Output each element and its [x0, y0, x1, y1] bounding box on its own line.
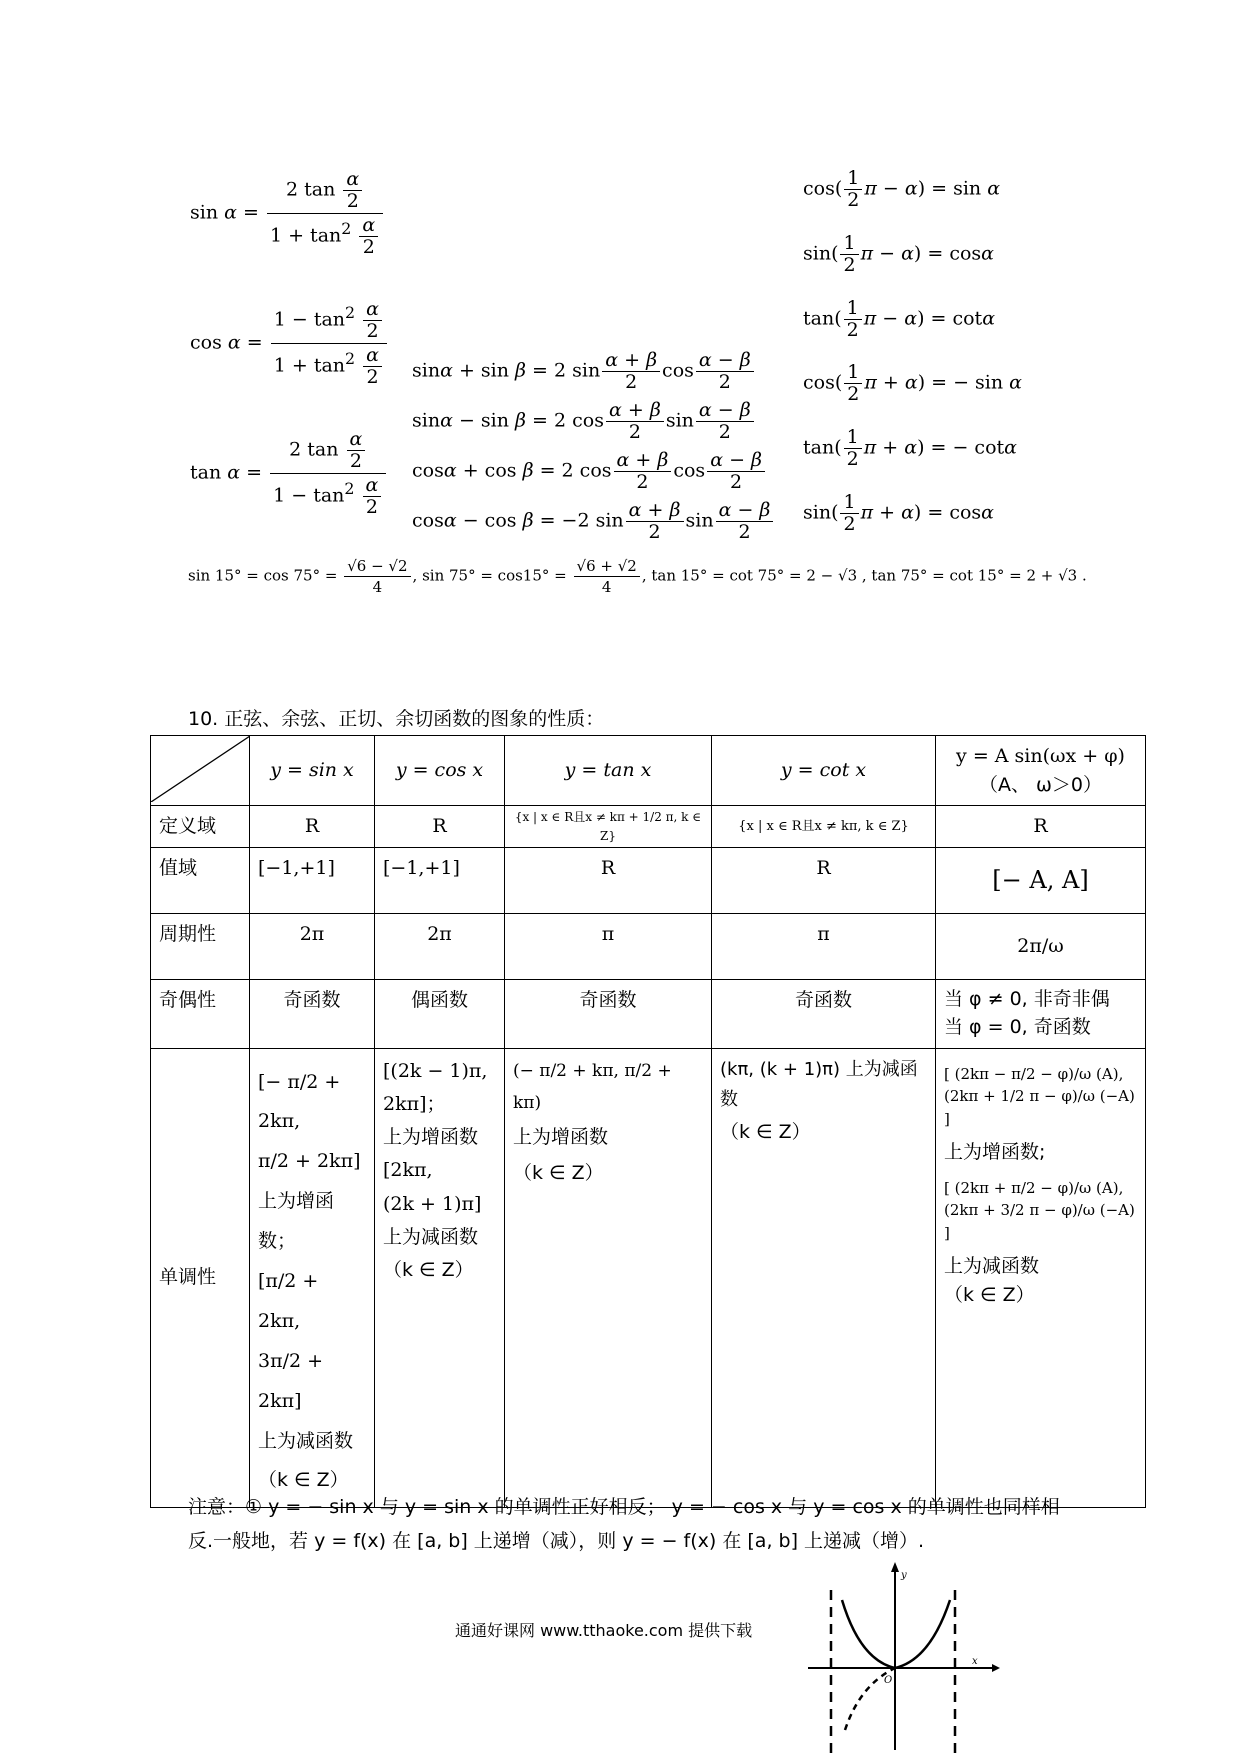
period-tan: π — [505, 914, 712, 980]
period-sin: 2π — [250, 914, 375, 980]
sum-to-product-3: cosα + cos β = 2 cos $\frac{\alpha + \beta}{2}$ cos $\frac{\alpha - \beta}{2}$ — [412, 450, 767, 493]
header-asin: y = A sin(ωx + φ) （A、 ω＞0） — [936, 736, 1146, 806]
period-cot: π — [712, 914, 936, 980]
y-axis-arrow — [891, 1562, 899, 1572]
header-cos: y = cos x — [375, 736, 505, 806]
induction-6: sin( $\frac{1}{2}$ π + α) = cosα — [803, 491, 995, 535]
parity-tan: 奇函数 — [505, 980, 712, 1048]
x-axis-arrow — [992, 1664, 1000, 1672]
y-label: y — [901, 1570, 907, 1581]
special-values: sin 15° = cos 75° = $\frac{√6 - √2}{4}$ , sin 75° = cos15° = $\frac{√6 + √2}{4}$ , tan 15° = cot 75° = 2 − √3 , tan 75° = cot 15° = 2 + √3 . — [188, 557, 1087, 596]
period-asin: 2π/ω — [936, 914, 1146, 980]
monotonic-asin: [ (2kπ − π/2 − φ)/ω (A), (2kπ + 1/2 π − φ)/ω (−A) ] 上为增函数; [ (2kπ + π/2 − φ)/ω (A), (2kπ + 3/2 π − φ)/ω (−A) ] 上为减函数 （k ∈ Z） — [936, 1048, 1146, 1508]
note-line-2: 反.一般地，若 y = f(x) 在 [a, b] 上递增（减），则 y = − f(x) 在 [a, b] 上递减（增）. — [188, 1530, 925, 1552]
parity-cos: 偶函数 — [375, 980, 505, 1048]
sum-to-product-1: sinα + sin β = 2 sin $\frac{\alpha + \beta}{2}$ cos $\frac{\alpha - \beta}{2}$ — [412, 350, 756, 393]
monotonic-sin: [− π/2 + 2kπ, π/2 + 2kπ] 上为增函数； [π/2 + 2kπ, 3π/2 + 2kπ] 上为减函数（k ∈ Z） — [250, 1048, 375, 1508]
section-title: 10. 正弦、余弦、正切、余切函数的图象的性质： — [188, 708, 605, 730]
parity-cot: 奇函数 — [712, 980, 936, 1048]
formula-tan-half-tan: tan α = 2 tan $\frac{\alpha}{2}$ $1 - \tan^2$ $\frac{\alpha}{2}$ — [190, 428, 388, 519]
tan-graph — [800, 1560, 1000, 1754]
formula-cos-half-tan: cos α = $1 - \tan^2$ $\frac{\alpha}{2}$ $1 + \tan^2$ $\frac{\alpha}{2}$ — [190, 298, 389, 389]
header-cot: y = cot x — [712, 736, 936, 806]
sum-to-product-2: sinα − sin β = 2 cos $\frac{\alpha + \beta}{2}$ sin $\frac{\alpha - \beta}{2}$ — [412, 400, 756, 443]
monotonic-cot: (kπ, (k + 1)π) 上为减函数 （k ∈ Z） — [712, 1048, 936, 1508]
monotonic-cos: [(2k − 1)π, 2kπ]； 上为增函数 [2kπ, (2k + 1)π] 上为减函数 （k ∈ Z） — [375, 1048, 505, 1508]
footer-text: 通通好课网 www.tthaoke.com 提供下载 — [455, 1621, 753, 1640]
induction-5: tan( $\frac{1}{2}$ π + α) = − cotα — [803, 426, 1017, 470]
header-sin: y = sin x — [250, 736, 375, 806]
induction-2: sin( $\frac{1}{2}$ π − α) = cosα — [803, 232, 995, 276]
header-corner — [151, 736, 250, 806]
row-label-parity: 奇偶性 — [151, 980, 250, 1048]
row-label-period: 周期性 — [151, 914, 250, 980]
domain-cos: R — [375, 806, 505, 848]
origin-label: O — [884, 1675, 893, 1686]
period-cos: 2π — [375, 914, 505, 980]
monotonic-tan: (− π/2 + kπ, π/2 + kπ) 上为增函数 （k ∈ Z） — [505, 1048, 712, 1508]
induction-1: cos( $\frac{1}{2}$ π − α) = sin α — [803, 167, 1001, 211]
range-asin: [− A, A] — [936, 848, 1146, 914]
sum-to-product-4: cosα − cos β = −2 sin $\frac{\alpha + \beta}{2}$ sin $\frac{\alpha - \beta}{2}$ — [412, 500, 775, 543]
range-cos: [−1,+1] — [375, 848, 505, 914]
row-label-domain: 定义域 — [151, 806, 250, 848]
domain-tan: {x | x ∈ R且x ≠ kπ + 1/2 π, k ∈ Z} — [505, 806, 712, 848]
domain-sin: R — [250, 806, 375, 848]
domain-cot: {x | x ∈ R且x ≠ kπ, k ∈ Z} — [712, 806, 936, 848]
corner-diagonal — [151, 736, 250, 802]
note-line-1: 注意：① y = − sin x 与 y = sin x 的单调性正好相反； y = − cos x 与 y = cos x 的单调性也同样相 — [188, 1496, 1060, 1518]
properties-table — [150, 735, 1146, 1508]
formula-sin-half-tan: sin α = 2 tan $\frac{\alpha}{2}$ $1 + \tan^2$ $\frac{\alpha}{2}$ — [190, 168, 385, 259]
parity-asin: 当 φ ≠ 0, 非奇非偶 当 φ = 0, 奇函数 — [936, 980, 1146, 1048]
range-cot: R — [712, 848, 936, 914]
induction-4: cos( $\frac{1}{2}$ π + α) = − sin α — [803, 361, 1023, 405]
header-tan: y = tan x — [505, 736, 712, 806]
row-label-range: 值域 — [151, 848, 250, 914]
induction-3: tan( $\frac{1}{2}$ π − α) = cotα — [803, 297, 996, 341]
parity-sin: 奇函数 — [250, 980, 375, 1048]
x-label: x — [972, 1656, 978, 1667]
domain-asin: R — [936, 806, 1146, 848]
range-tan: R — [505, 848, 712, 914]
range-sin: [−1,+1] — [250, 848, 375, 914]
row-label-monotonic: 单调性 — [151, 1048, 250, 1508]
